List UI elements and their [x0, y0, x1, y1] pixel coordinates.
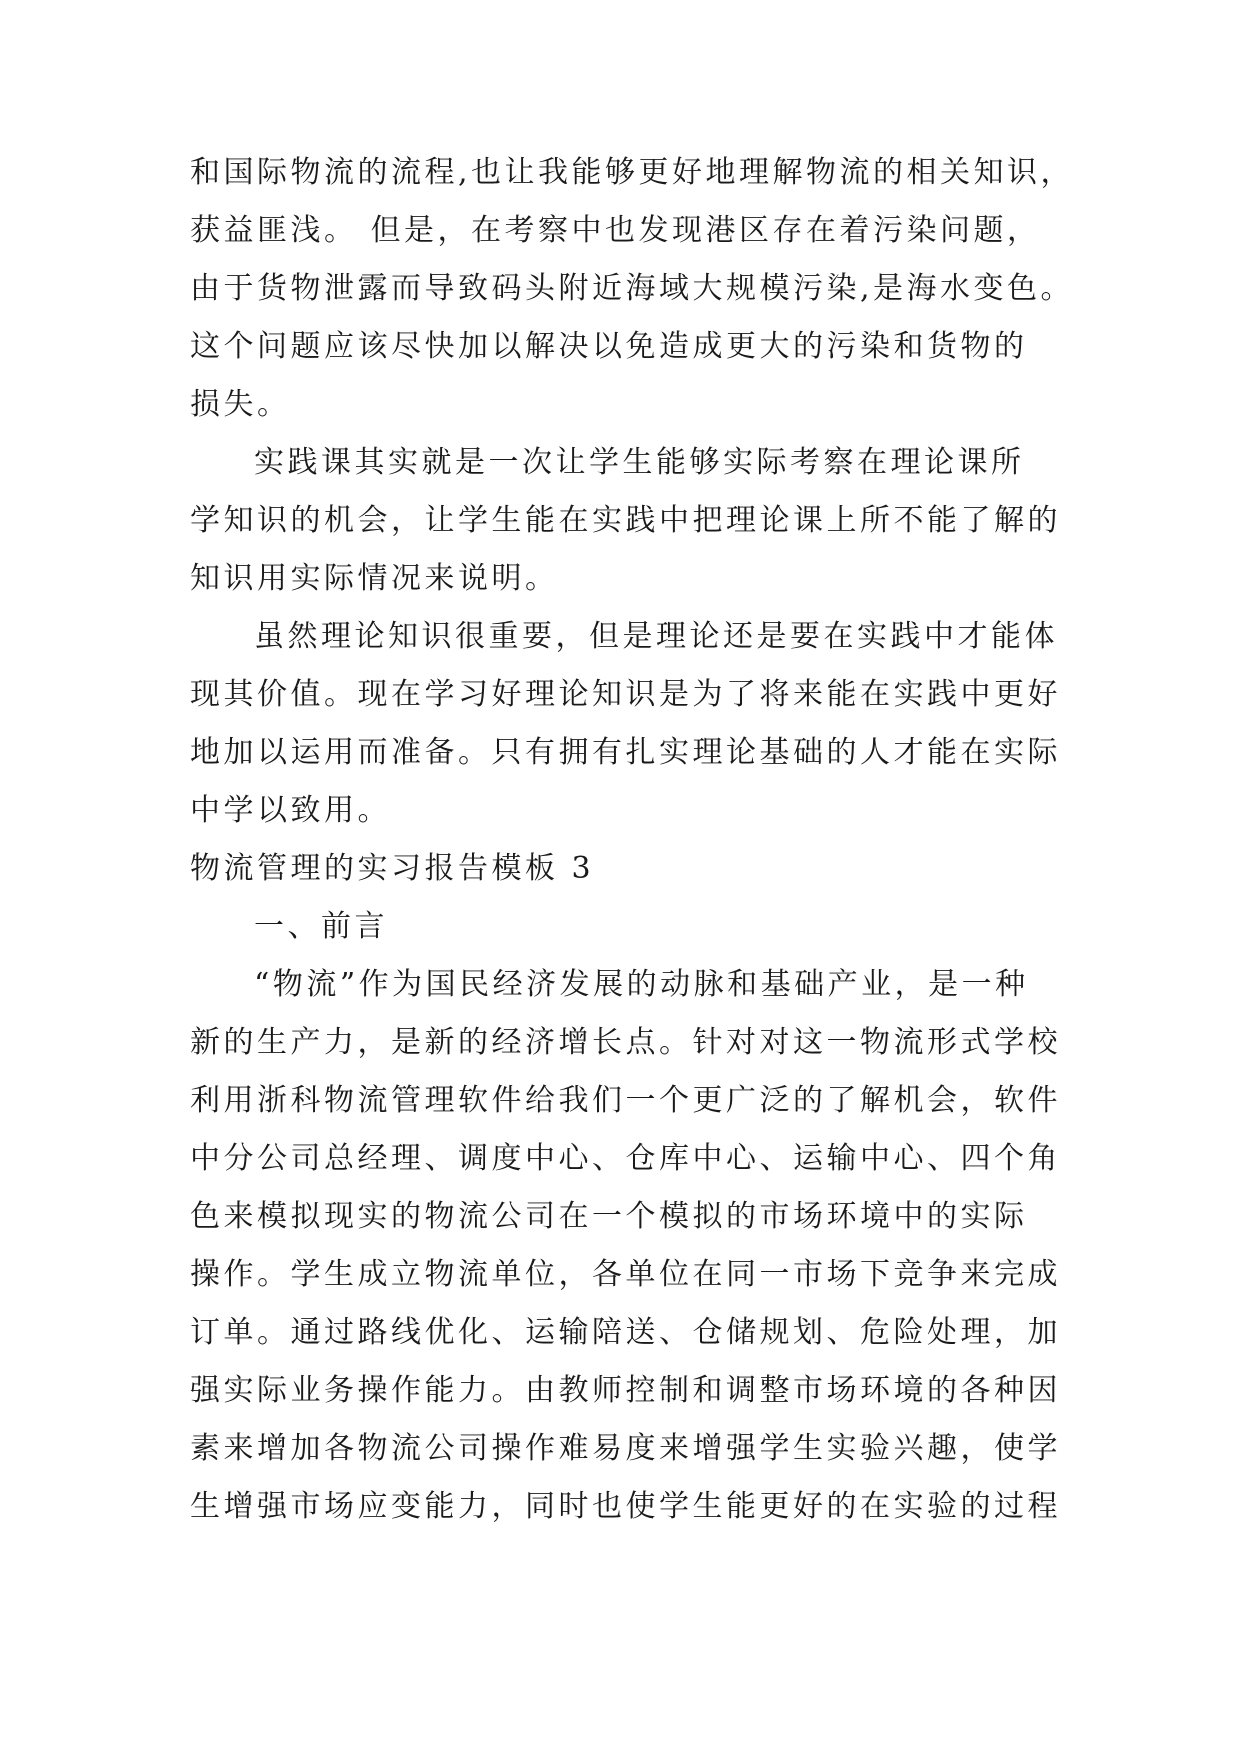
text-line: 色来模拟现实的物流公司在一个模拟的市场环境中的实际: [190, 1199, 1028, 1234]
text-line: 学知识的机会，让学生能在实践中把理论课上所不能了解的: [190, 503, 1061, 538]
text-line: 利用浙科物流管理软件给我们一个更广泛的了解机会，软件: [190, 1083, 1061, 1118]
text-line: 这个问题应该尽快加以解决以免造成更大的污染和货物的: [190, 329, 1028, 364]
text-line: 素来增加各物流公司操作难易度来增强学生实验兴趣，使学: [190, 1431, 1061, 1466]
text-line: 中学以致用。: [190, 793, 391, 828]
text-line: 中分公司总经理、调度中心、仓库中心、运输中心、四个角: [190, 1141, 1061, 1176]
text-line: 知识用实际情况来说明。: [190, 561, 559, 596]
section-heading: 物流管理的实习报告模板 3: [190, 851, 595, 886]
text-line: 操作。学生成立物流单位，各单位在同一市场下竞争来完成: [190, 1257, 1061, 1292]
text-line: 新的生产力，是新的经济增长点。针对对这一物流形式学校: [190, 1025, 1061, 1060]
text-line: 和国际物流的流程,也让我能够更好地理解物流的相关知识，: [190, 155, 1075, 190]
text-line: 损失。: [190, 387, 291, 422]
text-line: 现其价值。现在学习好理论知识是为了将来能在实践中更好: [190, 677, 1061, 712]
paragraph-first-line: 实践课其实就是一次让学生能够实际考察在理论课所: [254, 445, 1025, 480]
paragraph-first-line: 虽然理论知识很重要，但是理论还是要在实践中才能体: [254, 619, 1058, 654]
text-line: 地加以运用而准备。只有拥有扎实理论基础的人才能在实际: [190, 735, 1061, 770]
subsection-heading: 一、前言: [254, 909, 388, 944]
text-line: 生增强市场应变能力，同时也使学生能更好的在实验的过程: [190, 1489, 1061, 1524]
text-line: 由于货物泄露而导致码头附近海域大规模污染,是海水变色。: [190, 271, 1075, 306]
text-line: 强实际业务操作能力。由教师控制和调整市场环境的各种因: [190, 1373, 1061, 1408]
paragraph-first-line: “物流”作为国民经济发展的动脉和基础产业，是一种: [254, 967, 1029, 1002]
text-line: 订单。通过路线优化、运输陪送、仓储规划、危险处理，加: [190, 1315, 1061, 1350]
text-line: 获益匪浅。 但是，在考察中也发现港区存在着污染问题，: [190, 213, 1041, 248]
